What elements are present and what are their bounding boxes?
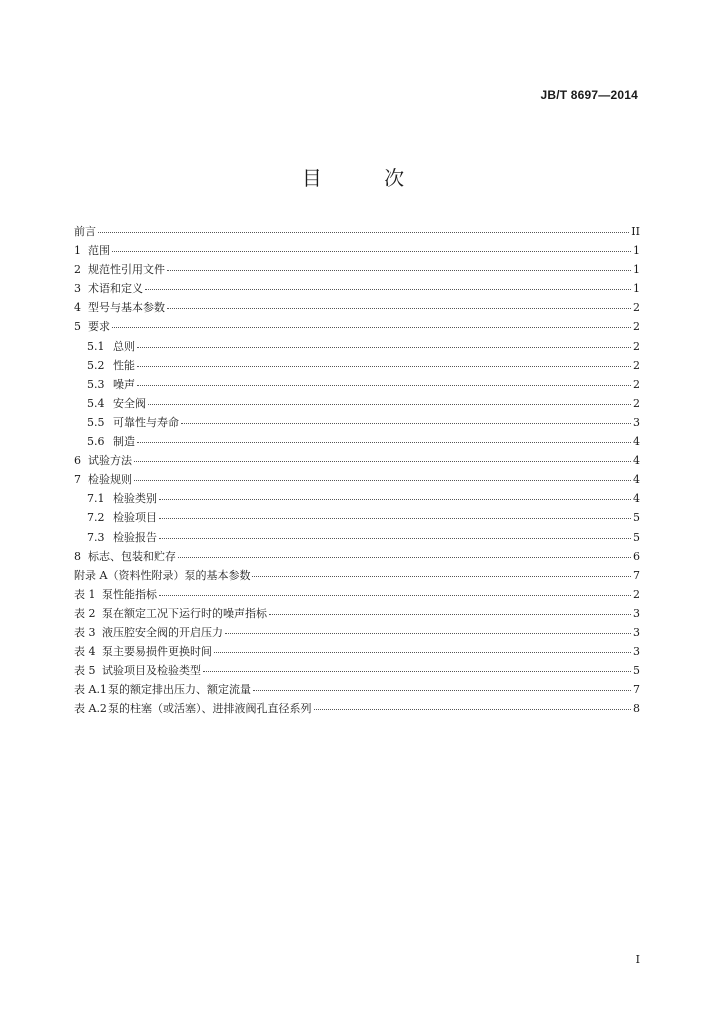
- toc-entry-number: 7.2: [87, 511, 105, 525]
- toc-entry-page: 4: [633, 473, 640, 487]
- toc-entry-title: 型号与基本参数: [88, 301, 165, 315]
- toc-entry-page: 3: [633, 625, 640, 639]
- toc-dot-leader: [167, 258, 631, 271]
- toc-entry-page: 1: [633, 244, 640, 258]
- toc-dot-leader: [137, 430, 631, 443]
- toc-entry-number: 3: [74, 282, 81, 296]
- toc-entry-title: 范围: [88, 244, 110, 258]
- toc-entry-number: 5.5: [87, 415, 105, 429]
- toc-entry-page: 2: [633, 339, 640, 353]
- toc-entry-title: 泵的柱塞（或活塞）、进排液阀孔直径系列: [108, 702, 312, 716]
- toc-entry-page: 1: [633, 263, 640, 277]
- toc-entry-number: 表 A.1: [74, 683, 107, 697]
- toc-entry-number: 表 A.2: [74, 702, 107, 716]
- toc-entry-number: 5.2: [87, 358, 105, 372]
- toc-dot-leader: [181, 411, 631, 424]
- toc-entry-page: 7: [633, 683, 640, 697]
- toc-entry-page: II: [631, 225, 640, 238]
- toc-entry-page: 2: [633, 301, 640, 315]
- toc-entry-number: 表 2: [74, 606, 96, 620]
- toc-dot-leader: [214, 640, 631, 653]
- toc-entry-number: 7: [74, 473, 81, 487]
- toc-entry-page: 2: [633, 320, 640, 334]
- toc-entry-number: 表 3: [74, 625, 96, 639]
- toc-entry-title: 前言: [74, 225, 96, 238]
- toc-entry-page: 4: [633, 492, 640, 506]
- toc-entry-number: 5: [74, 320, 81, 334]
- toc-entry-page: 2: [633, 396, 640, 410]
- toc-entry-page: 1: [633, 282, 640, 296]
- toc-entry-number: 5.3: [87, 377, 105, 391]
- toc-entry-number: 7.1: [87, 492, 105, 506]
- toc-entry-title: 检验报告: [113, 530, 157, 544]
- toc-entry-page: 5: [633, 530, 640, 544]
- toc-dot-leader: [137, 335, 631, 348]
- toc-entry-number: 5.4: [87, 396, 105, 410]
- toc-entry-page: 5: [633, 664, 640, 678]
- toc-dot-leader: [314, 697, 632, 710]
- toc-dot-leader: [134, 468, 631, 481]
- toc-entry-number: 表 1: [74, 587, 96, 601]
- toc-entry-title: 泵主要易损件更换时间: [102, 645, 212, 659]
- toc-dot-leader: [148, 392, 631, 405]
- toc-dot-leader: [167, 296, 631, 309]
- table-of-contents: [74, 222, 640, 718]
- toc-entry-page: 3: [633, 415, 640, 429]
- toc-dot-leader: [159, 487, 631, 500]
- page-title: 目 次: [301, 166, 433, 190]
- toc-entry-title: 术语和定义: [88, 282, 143, 296]
- toc-entry-title: 性能: [113, 358, 135, 372]
- toc-entry-page: 5: [633, 511, 640, 525]
- toc-entry-title: 液压腔安全阀的开启压力: [102, 625, 223, 639]
- toc-entry-number: 6: [74, 454, 81, 468]
- toc-entry-title: 安全阀: [113, 396, 146, 410]
- toc-dot-leader: [159, 526, 631, 539]
- toc-entry-page: 8: [633, 702, 640, 716]
- toc-entry-number: 1: [74, 244, 81, 258]
- toc-dot-leader: [159, 583, 631, 596]
- toc-dot-leader: [252, 564, 631, 577]
- toc-dot-leader: [269, 602, 631, 615]
- toc-dot-leader: [145, 277, 631, 290]
- toc-entry-title: 泵性能指标: [102, 587, 157, 601]
- toc-dot-leader: [112, 315, 631, 328]
- toc-dot-leader: [137, 373, 631, 386]
- toc-dot-leader: [137, 354, 631, 367]
- toc-dot-leader: [253, 678, 631, 691]
- toc-entry-number: 2: [74, 263, 81, 277]
- toc-entry-page: 4: [633, 454, 640, 468]
- toc-entry[interactable]: [74, 699, 640, 718]
- toc-entry-title: 检验规则: [88, 473, 132, 487]
- toc-entry-number: 表 4: [74, 645, 96, 659]
- toc-entry-page: 2: [633, 358, 640, 372]
- toc-entry-number: 5.1: [87, 339, 105, 353]
- toc-entry-page: 3: [633, 645, 640, 659]
- toc-dot-leader: [178, 545, 631, 558]
- toc-dot-leader: [203, 659, 631, 672]
- toc-entry-number: 7.3: [87, 530, 105, 544]
- toc-entry-title: 检验类别: [113, 492, 157, 506]
- toc-entry-title: 检验项目: [113, 511, 157, 525]
- toc-dot-leader: [134, 449, 631, 462]
- toc-entry-title: 总则: [113, 339, 135, 353]
- toc-dot-leader: [159, 506, 631, 519]
- toc-entry-title: 标志、包装和贮存: [88, 549, 176, 563]
- toc-entry-title: 试验项目及检验类型: [102, 664, 201, 678]
- toc-entry-page: 4: [633, 435, 640, 449]
- toc-entry-number: 8: [74, 549, 81, 563]
- toc-entry-title: 制造: [113, 435, 135, 449]
- toc-entry-title: 泵的额定排出压力、额定流量: [108, 683, 251, 697]
- toc-entry-title: 要求: [88, 320, 110, 334]
- toc-entry-page: 3: [633, 606, 640, 620]
- standard-number: JB/T 8697—2014: [540, 88, 638, 102]
- page-number: I: [635, 953, 640, 966]
- toc-dot-leader: [112, 239, 631, 252]
- toc-dot-leader: [98, 220, 629, 233]
- toc-entry-title: 泵在额定工况下运行时的噪声指标: [102, 606, 267, 620]
- toc-entry-page: 2: [633, 377, 640, 391]
- toc-entry-title: 可靠性与寿命: [113, 415, 179, 429]
- toc-entry-number: 4: [74, 301, 81, 315]
- toc-entry-page: 7: [633, 568, 640, 582]
- toc-entry-title: 附录 A（资料性附录）泵的基本参数: [74, 568, 251, 582]
- toc-entry-title: 噪声: [113, 377, 135, 391]
- toc-entry-number: 5.6: [87, 435, 105, 449]
- toc-entry-page: 2: [633, 587, 640, 601]
- toc-entry-title: 试验方法: [88, 454, 132, 468]
- toc-dot-leader: [225, 621, 631, 634]
- toc-entry-title: 规范性引用文件: [88, 263, 165, 277]
- toc-entry-number: 表 5: [74, 664, 96, 678]
- toc-entry-page: 6: [633, 549, 640, 563]
